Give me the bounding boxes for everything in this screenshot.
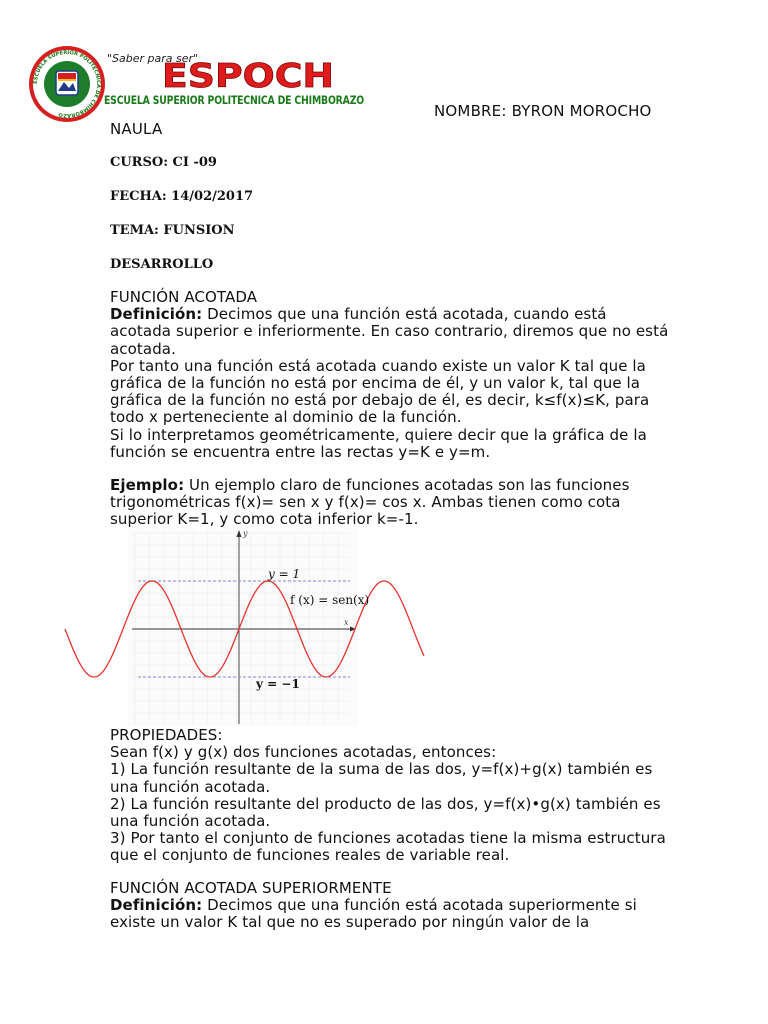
svg-text:ESCUELA SUPERIOR POLITECNICA D: ESCUELA SUPERIOR POLITECNICA DE CHIMBORAZO [32, 49, 102, 119]
desarrollo-label: DESARROLLO [110, 257, 214, 272]
property-item: 1) La función resultante de la suma de las dos, y=f(x)+g(x) también es una función acotada. [110, 760, 653, 796]
student-name-line: NOMBRE: BYRON MOROCHO [434, 102, 652, 120]
section-funcion-acotada [110, 289, 670, 461]
section-acotada-superiormente [110, 880, 670, 932]
section-title: FUNCIÓN ACOTADA SUPERIORMENTE [110, 879, 392, 897]
properties-title: PROPIEDADES: [110, 726, 223, 744]
definition-label: Definición: [110, 896, 203, 915]
espoch-seal-logo [28, 45, 106, 123]
x-axis-label: x [344, 618, 349, 627]
student-name-continuation: NAULA [110, 120, 163, 138]
tema-label: TEMA: FUNSION [110, 223, 235, 238]
properties-intro: Sean f(x) y g(x) dos funciones acotadas, entonces: [110, 743, 497, 762]
definition-text: Decimos que una función está acotada superiormente si existe un valor K tal que no es superado por ningún valor de la [110, 896, 637, 932]
section-title: FUNCIÓN ACOTADA [110, 288, 258, 306]
definition-paragraph [110, 306, 670, 358]
brand-wordmark: ESPOCH [162, 56, 334, 95]
lower-bound-label: y = −1 [256, 677, 300, 691]
definition-label: Definición: [110, 305, 203, 324]
properties-section [110, 727, 670, 865]
upper-bound-label: y = 1 [268, 567, 301, 581]
property-item: 2) La función resultante del producto de las dos, y=f(x)•g(x) también es una función acotada. [110, 794, 661, 831]
motto-text: "Saber para ser" [107, 52, 199, 65]
example-label: Ejemplo: [110, 476, 185, 494]
paragraph-bounds: Por tanto una función está acotada cuando existe un valor K tal que la gráfica de la función no está por encima de él, y un valor k, tal que la gráfica de la función no está por debajo de él, es decir, k≤f(x)≤K, para todo x perteneciente al dominio de la función. [110, 356, 650, 427]
espoch-wordmark-logo [162, 56, 337, 95]
function-label: f (x) = sen(x) [290, 593, 370, 607]
example-paragraph [110, 477, 670, 529]
fecha-label: FECHA: 14/02/2017 [110, 189, 254, 204]
paragraph-geometric: Si lo interpretamos geométricamente, quiere decir que la gráfica de la función se encuentra entre las rectas y=K e y=m. [110, 425, 647, 461]
property-item: 3) Por tanto el conjunto de funciones acotadas tiene la misma estructura que el conjunto de funciones reales de variable real. [110, 829, 666, 865]
definition-text: Decimos que una función está acotada, cuando está acotada superior e inferiormente. En caso contrario, diremos que no está acotada. [110, 305, 669, 358]
example-text: Un ejemplo claro de funciones acotadas son las funciones trigonométricas f(x)= sen x y f(x)= cos x. Ambas tienen como cota superior K=1, y como cota inferior k=-1. [110, 476, 630, 529]
sine-function-chart [128, 528, 370, 726]
y-axis-label: y [243, 529, 248, 538]
school-name: ESCUELA SUPERIOR POLITECNICA DE CHIMBORAZO [104, 93, 365, 107]
definition-paragraph [110, 897, 670, 931]
curso-label: CURSO: CI -09 [110, 155, 217, 170]
